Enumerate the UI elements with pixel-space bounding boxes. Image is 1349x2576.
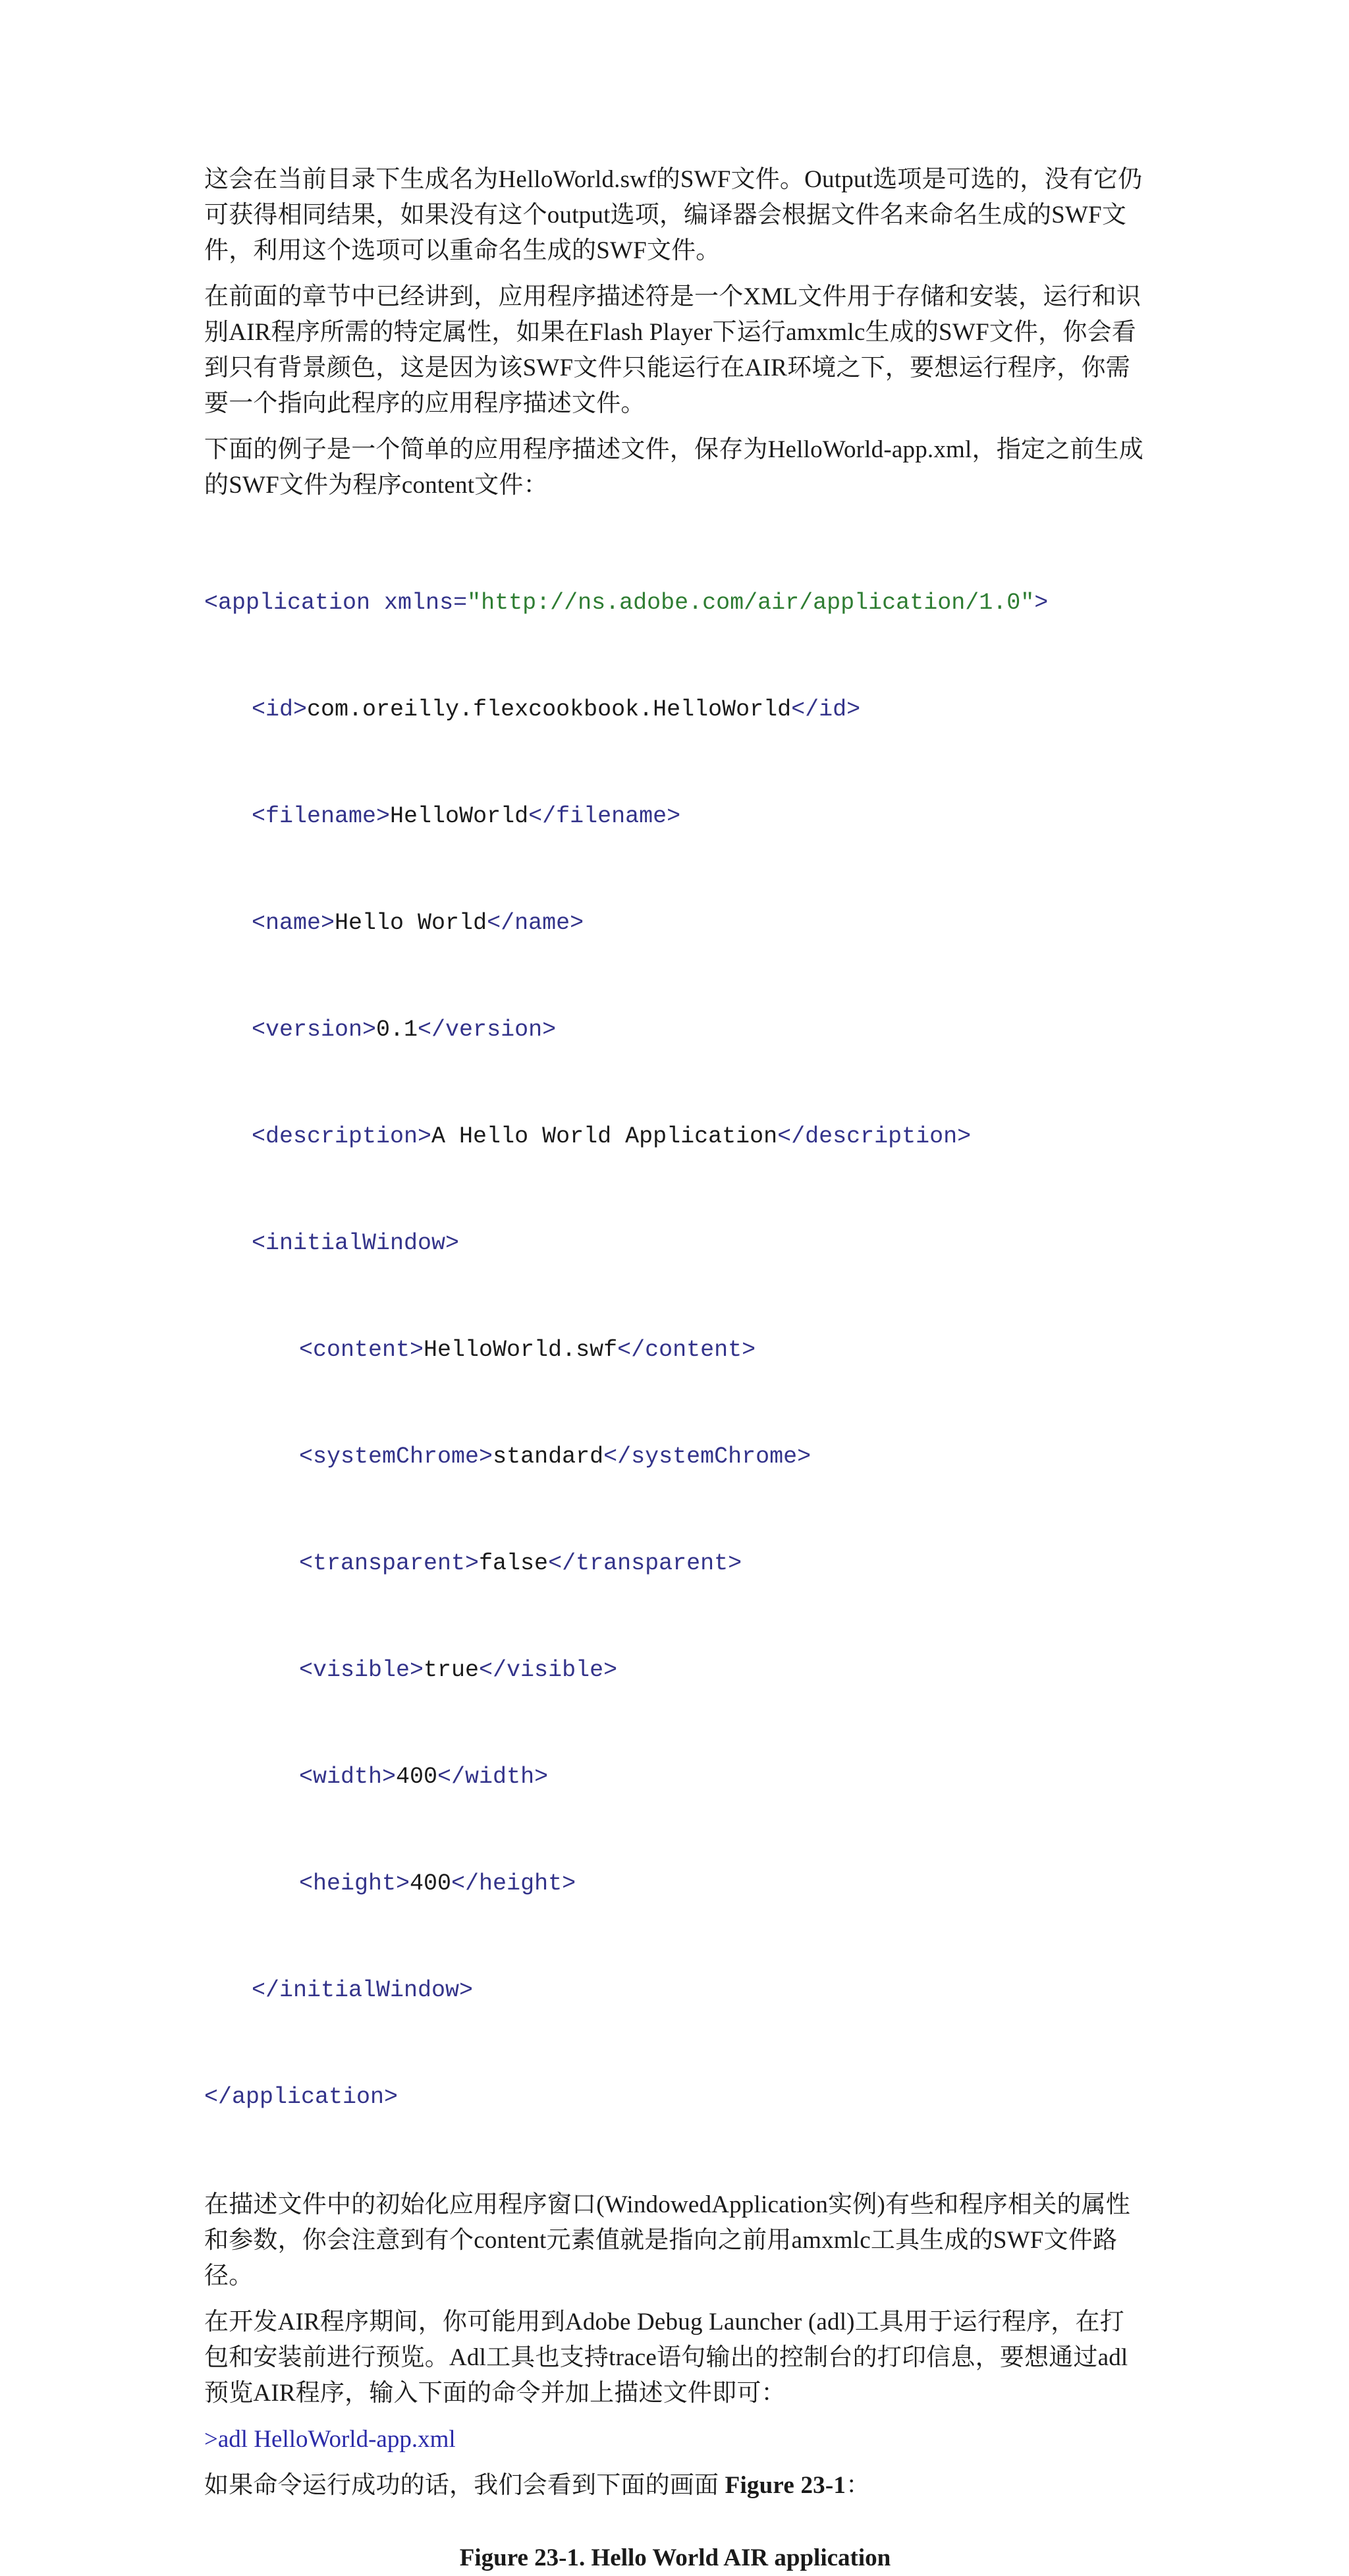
code-line-systemchrome: <systemChrome>standard</systemChrome> — [299, 1443, 812, 1470]
code-line-filename: <filename>HelloWorld</filename> — [252, 803, 681, 829]
code-line-id: <id>com.oreilly.flexcookbook.HelloWorld</id> — [252, 696, 861, 723]
paragraph-descriptor-intro: 在前面的章节中已经讲到，应用程序描述符是一个XML文件用于存储和安装，运行和识别AIR程序所需的特定属性，如果在Flash Player下运行amxmlc生成的SWF文件，你会看到只有背景颜色，这是因为该SWF文件只能运行在AIR环境之下，要想运行程序，你需要一个指向此程序的应用程序描述文件。 — [204, 283, 1142, 417]
paragraph-adl-intro: 在开发AIR程序期间，你可能用到Adobe Debug Launcher (adl)工具用于运行程序，在打包和安装前进行预览。Adl工具也支持trace语句输出的控制台的打印信息，要想通过adl预览AIR程序，输入下面的命令并加上描述文件即可： — [204, 2309, 1128, 2407]
adl-command: >adl HelloWorld-app.xml — [204, 2426, 456, 2453]
code-line-height: <height>400</height> — [299, 1870, 576, 1897]
figure-reference: Figure 23-1 — [725, 2472, 846, 2499]
figure-caption: Figure 23-1. Hello World AIR application — [459, 2544, 891, 2571]
code-line-visible: <visible>true</visible> — [299, 1657, 618, 1683]
code-line-application-close: </application> — [204, 2084, 399, 2110]
code-line-application-open: <application xmlns="http://ns.adobe.com/air/application/1.0"> — [204, 590, 1049, 616]
paragraph-example-intro: 下面的例子是一个简单的应用程序描述文件，保存为HelloWorld-app.xml，指定之前生成的SWF文件为程序content文件： — [204, 436, 1143, 499]
code-line-name: <name>Hello World</name> — [252, 910, 584, 936]
code-line-initialwindow-open: <initialWindow> — [252, 1230, 460, 1256]
paragraph-initial-window: 在描述文件中的初始化应用程序窗口(WindowedApplication实例)有些和程序相关的属性和参数，你会注意到有个content元素值就是指向之前用amxmlc工具生成的SWF文件路径。 — [204, 2191, 1130, 2289]
xml-code-block — [204, 514, 1146, 2186]
paragraph-swf-output: 这会在当前目录下生成名为HelloWorld.swf的SWF文件。Output选项是可选的，没有它仍可获得相同结果，如果没有这个output选项，编译器会根据文件名来命名生成的SWF文件，利用这个选项可以重命名生成的SWF文件。 — [204, 166, 1143, 264]
code-line-content: <content>HelloWorld.swf</content> — [299, 1337, 756, 1363]
document-page — [204, 162, 1146, 2576]
paragraph-figure-ref: 如果命令运行成功的话，我们会看到下面的画面 Figure 23-1： — [204, 2472, 871, 2499]
code-line-initialwindow-close: </initialWindow> — [252, 1977, 474, 2003]
code-line-width: <width>400</width> — [299, 1764, 549, 1790]
code-line-transparent: <transparent>false</transparent> — [299, 1550, 742, 1577]
code-line-version: <version>0.1</version> — [252, 1017, 557, 1043]
code-line-description: <description>A Hello World Application</description> — [252, 1123, 972, 1150]
